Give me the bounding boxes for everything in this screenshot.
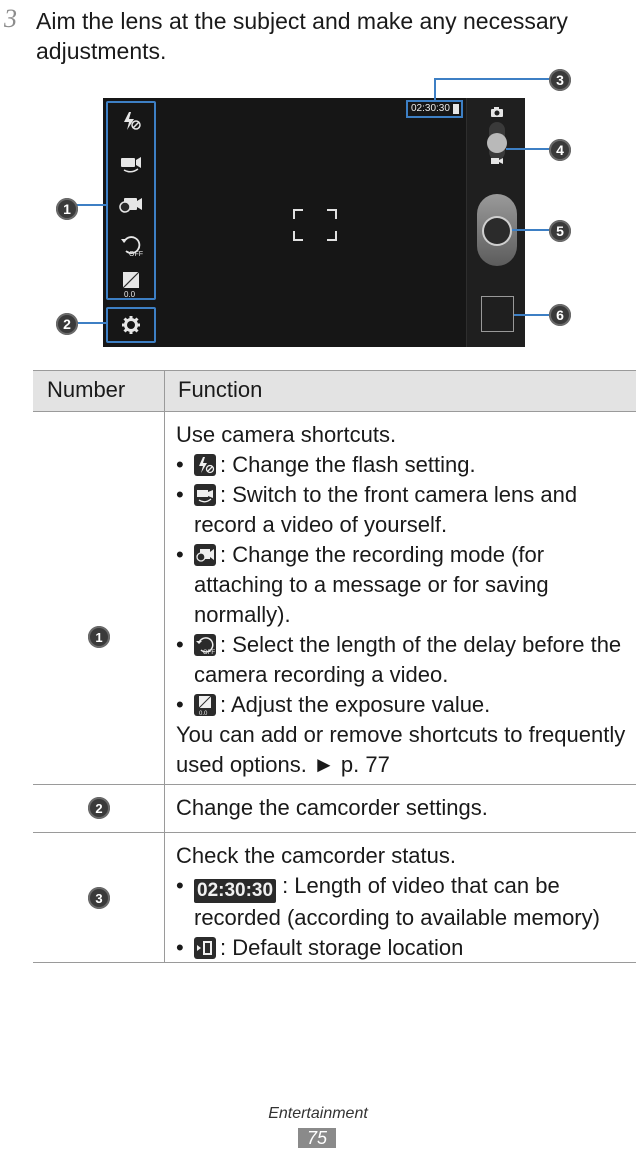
bullet-text: : Change the flash setting.	[220, 452, 476, 477]
svg-text:OFF: OFF	[129, 251, 143, 258]
bullet-text: : Change the recording mode (for attaching to a message or for saving normally).	[194, 542, 549, 627]
svg-text:0.0: 0.0	[124, 290, 136, 299]
exposure-icon	[194, 694, 216, 716]
callout-vline-3	[434, 78, 436, 100]
step-number: 3	[4, 4, 17, 33]
bullet-text: : Select the length of the delay before the camera recording a video.	[194, 632, 622, 687]
row-number-2: 2	[88, 797, 110, 819]
row-intro: Change the camcorder settings.	[176, 795, 488, 820]
timer-readout-icon: 02:30:30	[194, 879, 276, 903]
row-number-1: 1	[88, 626, 110, 648]
row-intro: Use camera shortcuts.	[176, 422, 397, 447]
callout-2: 2	[56, 313, 78, 335]
callout-line-1	[75, 204, 106, 206]
recording-mode-icon	[194, 544, 216, 566]
timer-off-icon	[194, 634, 216, 656]
list-item: • : Change the recording mode (for attaching to a message or for saving normally).	[176, 542, 549, 627]
header-number: Number	[47, 377, 126, 402]
list-item: • : Default storage location	[176, 935, 464, 960]
list-item: • 0.0 : Adjust the exposure value.	[176, 692, 491, 717]
callout-3: 3	[549, 69, 571, 91]
switch-camera-icon	[194, 484, 216, 506]
callout-6: 6	[549, 304, 571, 326]
callout-4: 4	[549, 139, 571, 161]
flash-off-icon	[194, 454, 216, 476]
row-note: You can add or remove shortcuts to frequently used options. ► p. 77	[176, 722, 626, 777]
camcorder-icon	[490, 156, 504, 166]
footer-section: Entertainment	[268, 1105, 368, 1122]
page-number: 75	[298, 1128, 336, 1148]
camera-icon	[490, 106, 504, 118]
image-viewer-thumbnail	[481, 296, 514, 332]
camera-screenshot	[103, 98, 525, 347]
list-item: • 02:30:30 : Length of video that can be recorded (according to available memory)	[176, 873, 600, 930]
row-intro: Check the camcorder status.	[176, 843, 457, 868]
bullet-text: : Adjust the exposure value.	[220, 692, 491, 717]
bullet-text: : Default storage location	[220, 935, 464, 960]
shortcut-highlight-box	[106, 101, 156, 300]
table-row	[33, 412, 636, 785]
callout-5: 5	[549, 220, 571, 242]
settings-highlight-box	[106, 307, 156, 343]
table-row	[33, 785, 636, 833]
svg-text:OFF: OFF	[203, 650, 215, 656]
table-row	[33, 833, 636, 963]
row-number-3: 3	[88, 887, 110, 909]
list-item: • : Switch to the front camera lens and record a video of yourself.	[176, 482, 578, 537]
header-function: Function	[178, 377, 263, 402]
callout-line-4	[506, 148, 550, 150]
camera-timer-readout: 02:30:30	[411, 103, 450, 114]
record-button-icon	[484, 218, 510, 244]
callout-line-2	[75, 322, 106, 324]
storage-location-icon	[194, 937, 216, 959]
status-highlight-box	[406, 100, 463, 118]
bullet-text: : Switch to the front camera lens and record a video of yourself.	[194, 482, 578, 537]
list-item: • OFF : Select the length of the delay before the camera recording a video.	[176, 632, 622, 687]
callout-1: 1	[56, 198, 78, 220]
callout-line-6	[514, 314, 550, 316]
callout-line-3	[434, 78, 550, 80]
step-text: Aim the lens at the subject and make any necessary adjustments.	[36, 8, 568, 64]
svg-text:0.0: 0.0	[199, 711, 208, 716]
list-item: • : Change the flash setting.	[176, 452, 476, 477]
table-header	[33, 370, 636, 412]
bullet-text: : Length of video that can be recorded (according to available memory)	[194, 873, 600, 930]
function-table	[33, 370, 636, 963]
callout-line-5	[512, 229, 550, 231]
mode-toggle-knob	[487, 133, 507, 153]
